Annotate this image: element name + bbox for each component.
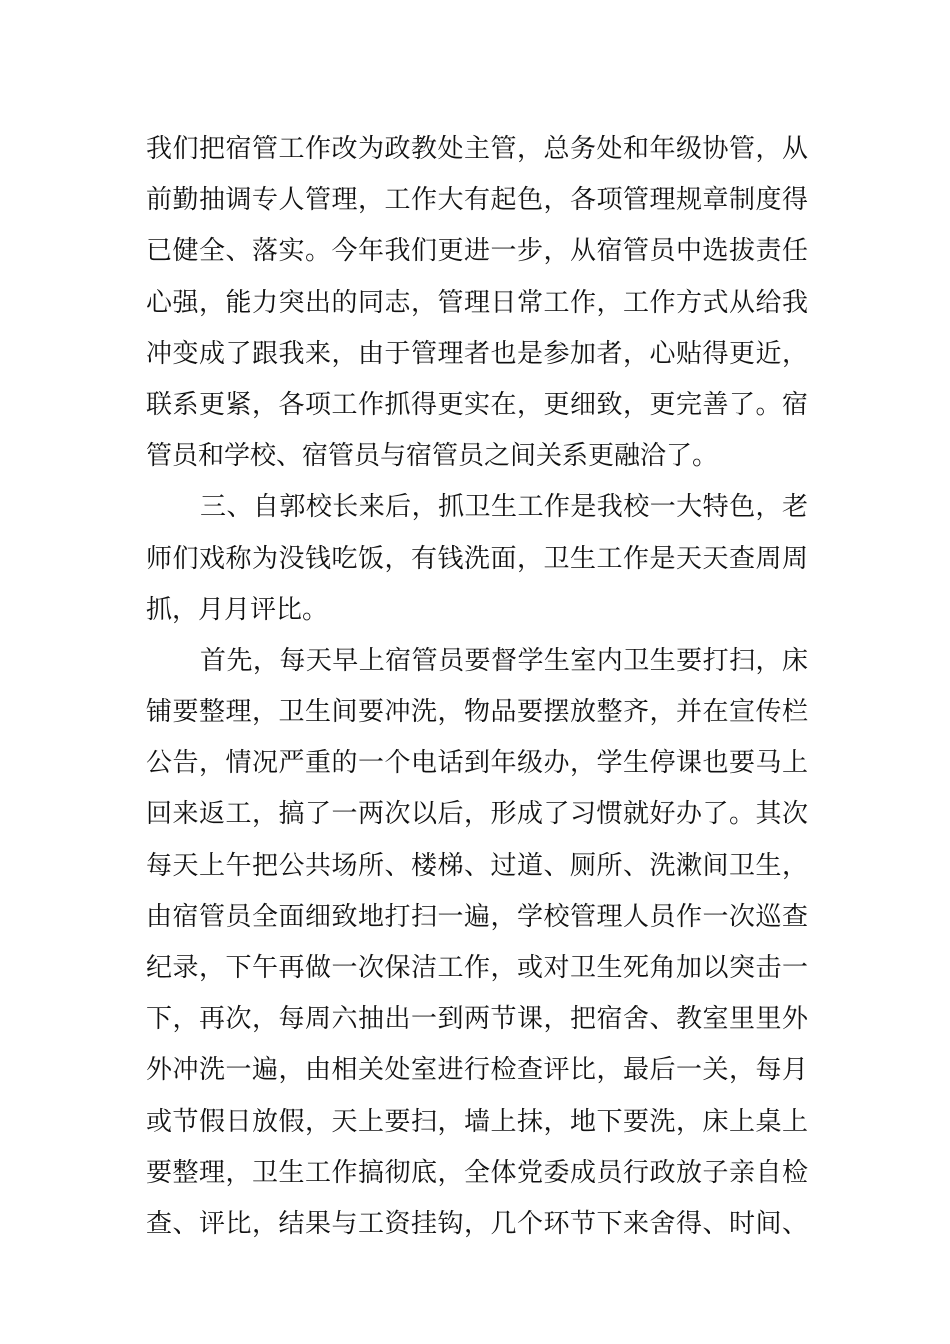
paragraph <box>146 124 808 482</box>
text-line: 回来返工，搞了一两次以后，形成了习惯就好办了。其次 <box>146 799 808 830</box>
text-line: 由宿管员全面细致地打扫一遍，学校管理人员作一次巡查 <box>146 901 808 932</box>
text-line: 要整理，卫生工作搞彻底，全体党委成员行政放子亲自检 <box>146 1157 808 1188</box>
text-line: 铺要整理，卫生间要冲洗，物品要摆放整齐，并在宣传栏 <box>146 697 808 728</box>
text-line: 抓，月月评比。 <box>146 594 329 625</box>
text-line: 下，再次，每周六抽出一到两节课，把宿舍、教室里里外 <box>146 1004 808 1035</box>
text-line: 已健全、落实。今年我们更进一步，从宿管员中选拔责任 <box>146 236 808 267</box>
text-line: 纪录，下午再做一次保洁工作，或对卫生死角加以突击一 <box>146 953 808 983</box>
paragraph <box>146 482 808 636</box>
text-line: 冲变成了跟我来，由于管理者也是参加者，心贴得更近， <box>146 338 808 369</box>
text-line: 或节假日放假，天上要扫，墙上抹，地下要洗，床上桌上 <box>146 1106 808 1137</box>
text-line: 三、自郭校长来后，抓卫生工作是我校一大特色，老 <box>200 492 808 523</box>
document-body <box>146 124 808 1250</box>
text-line: 管员和学校、宿管员与宿管员之间关系更融洽了。 <box>146 441 719 472</box>
text-line: 公告，情况严重的一个电话到年级办，学生停课也要马上 <box>146 748 808 779</box>
text-line: 前勤抽调专人管理，工作大有起色，各项管理规章制度得 <box>146 185 808 216</box>
text-line: 每天上午把公共场所、楼梯、过道、厕所、洗漱间卫生， <box>146 850 808 881</box>
paragraph <box>146 636 808 1250</box>
text-line: 联系更紧，各项工作抓得更实在，更细致，更完善了。宿 <box>146 389 808 420</box>
text-line: 我们把宿管工作改为政教处主管，总务处和年级协管，从 <box>146 134 808 164</box>
text-line: 外冲洗一遍，由相关处室进行检查评比，最后一关，每月 <box>146 1055 808 1086</box>
text-line: 心强，能力突出的同志，管理日常工作，工作方式从给我 <box>146 287 808 318</box>
text-line: 首先，每天早上宿管员要督学生室内卫生要打扫，床 <box>200 645 808 676</box>
text-line: 师们戏称为没钱吃饭，有钱洗面，卫生工作是天天查周周 <box>146 543 808 574</box>
text-line: 查、评比，结果与工资挂钩，几个环节下来舍得、时间、 <box>146 1208 808 1239</box>
